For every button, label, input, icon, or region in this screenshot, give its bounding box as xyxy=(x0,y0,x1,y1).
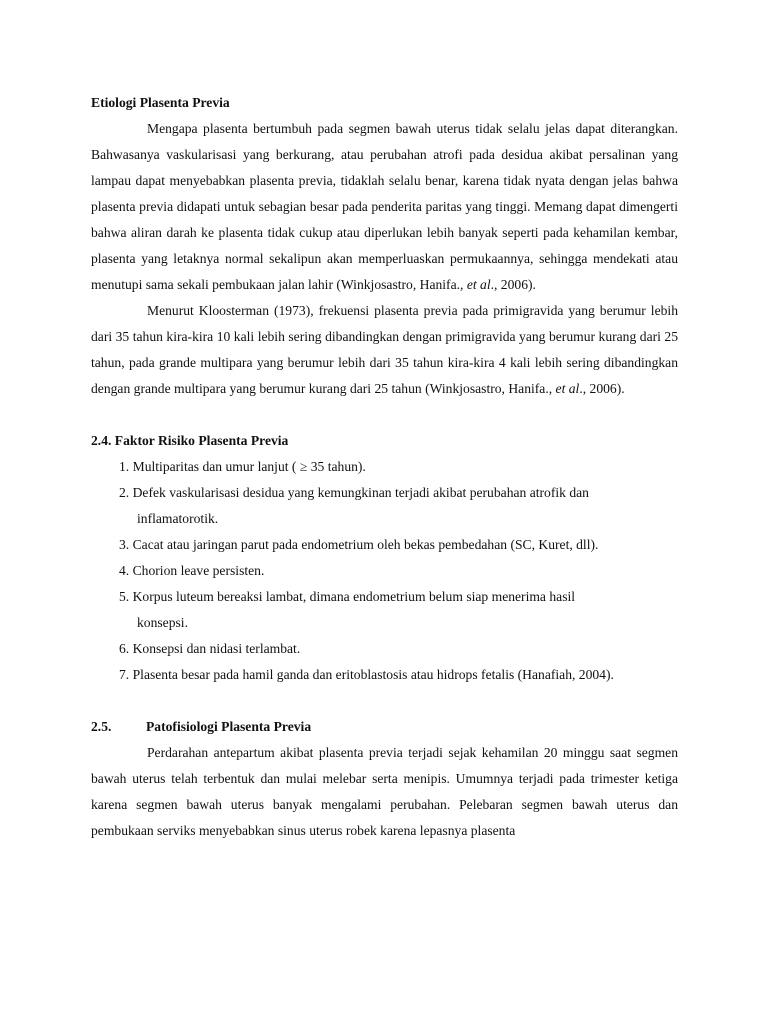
paragraph-text: Mengapa plasenta bertumbuh pada segmen bawah uterus tidak selalu jelas dapat diterangkan. Bahwasanya vaskularisasi yang berkurang, atau perubahan atrofi pada desidua akibat persalinan yang lampau dapat menyebabkan plasenta previa, tidaklah selalu benar, karena tidak nyata dengan jelas bahwa plasenta previa didapati untuk sebagian besar pada penderita paritas yang tinggi. Memang dapat dimengerti bahwa aliran darah ke plasenta tidak cukup atau diperlukan lebih banyak seperti pada kehamilan kembar, plasenta yang letaknya normal sekalipun akan memperluaskan permukaannya, sehingga mendekati atau menutupi sama sekali pembukaan jalan lahir (Winkjosastro, Hanifa., xyxy=(91,121,678,292)
list-item xyxy=(119,454,678,480)
list-text: Korpus luteum bereaksi lambat, dimana endometrium belum siap menerima hasil xyxy=(132,589,576,604)
list-text: Konsepsi dan nidasi terlambat. xyxy=(132,641,301,656)
list-text: Cacat atau jaringan parut pada endometrium oleh bekas pembedahan (SC, Kuret, dll). xyxy=(132,537,599,552)
list-number: 4. xyxy=(119,563,130,578)
et-al-italic: et al xyxy=(466,277,491,292)
et-al-italic: et al xyxy=(555,381,580,396)
list-item xyxy=(119,636,678,662)
list-item xyxy=(119,480,678,532)
list-text-continuation: konsepsi. xyxy=(137,615,188,630)
list-text: Plasenta besar pada hamil ganda dan eritoblastosis atau hidrops fetalis (Hanafiah, 2004). xyxy=(132,667,614,682)
list-number: 1. xyxy=(119,459,130,474)
list-item xyxy=(119,662,678,688)
list-text-continuation: inflamatorotik. xyxy=(137,511,219,526)
paragraph-patofisiologi-1: Perdarahan antepartum akibat plasenta previa terjadi sejak kehamilan 20 minggu saat segmen bawah uterus telah terbentuk dan mulai melebar serta menipis. Umumnya terjadi pada trimester ketiga karena segmen bawah uterus banyak mengalami perubahan. Pelebaran segmen bawah uterus dan pembukaan serviks menyebabkan sinus uterus robek karena lepasnya plasenta xyxy=(91,745,678,838)
list-text: Multiparitas dan umur lanjut ( ≥ 35 tahun). xyxy=(132,459,366,474)
spacer xyxy=(91,688,678,714)
section-number: 2.5. xyxy=(91,719,112,734)
heading-patofisiologi xyxy=(91,714,678,740)
list-number: 6. xyxy=(119,641,130,656)
paragraph-text: Menurut Kloosterman (1973), frekuensi plasenta previa pada primigravida yang berumur lebih dari 35 tahun kira-kira 10 kali lebih sering dibandingkan dengan primigravida yang berumur kurang dari 25 tahun, pada grande multipara yang berumur lebih dari 35 tahun kira-kira 4 kali lebih sering dibandingkan dengan grande multipara yang berumur kurang dari 25 tahun (Winkjosastro, Hanifa., xyxy=(91,303,678,396)
list-number: 5. xyxy=(119,589,130,604)
list-item xyxy=(119,584,678,636)
heading-etiologi: Etiologi Plasenta Previa xyxy=(91,95,230,110)
list-number: 7. xyxy=(119,667,130,682)
list-text: Defek vaskularisasi desidua yang kemungkinan terjadi akibat perubahan atrofik dan xyxy=(132,485,589,500)
list-item xyxy=(119,532,678,558)
list-number: 3. xyxy=(119,537,130,552)
spacer xyxy=(91,402,678,428)
paragraph-etiologi-1 xyxy=(91,116,678,298)
citation-end: ., 2006). xyxy=(490,277,536,292)
heading-faktor-risiko: 2.4. Faktor Risiko Plasenta Previa xyxy=(91,433,289,448)
list-number: 2. xyxy=(119,485,130,500)
list-item xyxy=(119,558,678,584)
list-text: Chorion leave persisten. xyxy=(132,563,265,578)
section-title: Patofisiologi Plasenta Previa xyxy=(146,719,312,734)
risk-factor-list xyxy=(91,454,678,688)
citation-end: ., 2006). xyxy=(579,381,625,396)
paragraph-etiologi-2 xyxy=(91,298,678,402)
